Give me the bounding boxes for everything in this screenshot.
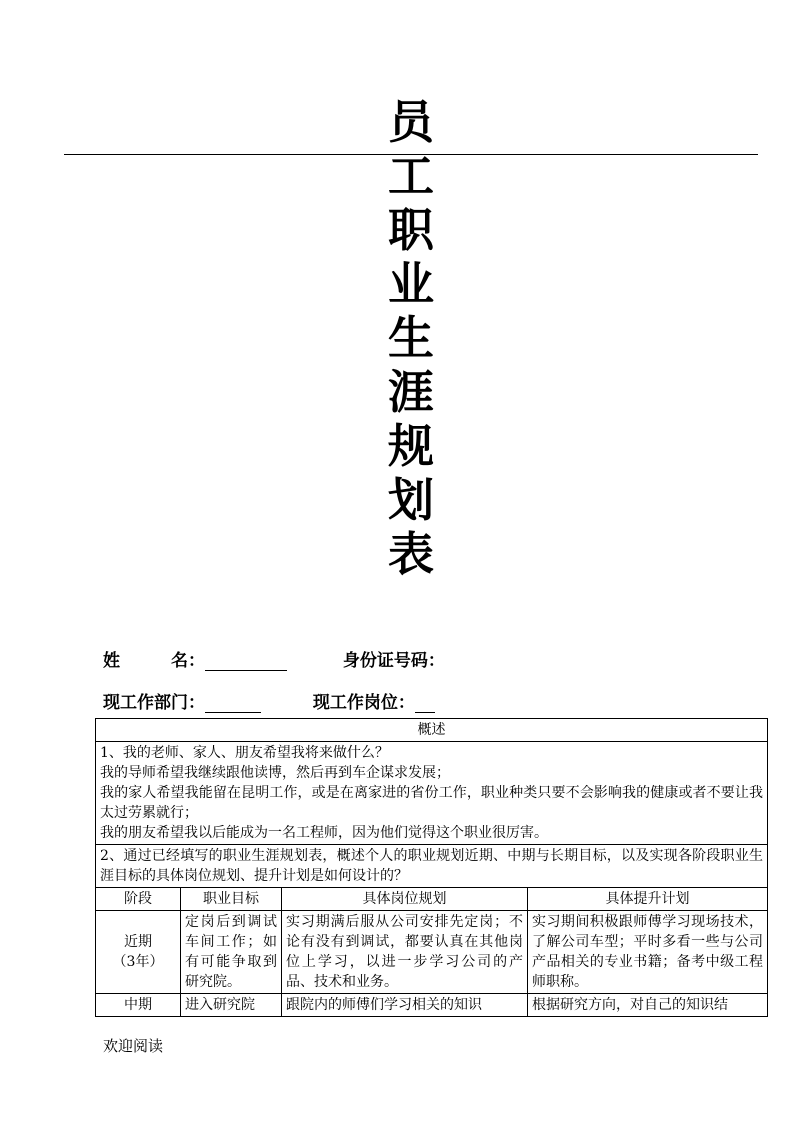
overview-header: 概述	[96, 719, 768, 742]
title-char: 划	[388, 473, 434, 527]
department-field[interactable]	[205, 694, 261, 713]
post-plan-cell: 跟院内的师傅们学习相关的知识	[282, 994, 528, 1017]
column-header-improve-plan: 具体提升计划	[528, 888, 768, 911]
stage-cell: 中期	[96, 994, 181, 1017]
career-plan-table	[95, 718, 768, 1017]
post-plan-cell: 实习期满后服从公司安排先定岗；不论有没有到调试，都要认真在其他岗位上学习，以进一步学习公司的产品、技术和业务。	[282, 911, 528, 994]
post-field[interactable]	[415, 694, 435, 713]
goal-cell: 定岗后到调试车间工作；如有可能争取到研究院。	[181, 911, 282, 994]
title-char: 职	[388, 203, 434, 257]
title-char: 员	[388, 95, 434, 149]
table-row	[96, 911, 768, 994]
stage-duration: （3年）	[112, 954, 164, 970]
answer-family: 我的家人希望我能留在昆明工作，或是在离家进的省份工作，职业种类只要不会影响我的健康或者不要让我太过劳累就行；	[100, 785, 763, 821]
answer-teacher: 我的导师希望我继续跟他读博，然后再到车企谋求发展；	[100, 765, 450, 781]
question-2: 2、通过已经填写的职业生涯规划表，概述个人的职业规划近期、中期与长期目标，以及实现各阶段职业生涯目标的具体岗位规划、提升计划是如何设计的？	[96, 845, 768, 888]
position-row	[103, 688, 435, 713]
document-title	[385, 95, 437, 581]
identity-row	[103, 646, 445, 671]
id-number-label: 身份证号码：	[342, 651, 445, 671]
improve-plan-cell: 根据研究方向，对自己的知识结	[528, 994, 768, 1017]
column-header-goal: 职业目标	[181, 888, 282, 911]
footer-text: 欢迎阅读	[103, 1037, 164, 1055]
improve-plan-cell: 实习期间积极跟师傅学习现场技术，了解公司车型；平时多看一些与公司产品相关的专业书籍；备考中级工程师职称。	[528, 911, 768, 994]
title-char: 涯	[388, 365, 434, 419]
stage-cell	[96, 911, 181, 994]
title-char: 规	[388, 419, 434, 473]
title-char: 表	[388, 527, 434, 581]
department-label: 现工作部门：	[103, 693, 205, 713]
stage-label: 近期	[124, 934, 152, 950]
column-header-post-plan: 具体岗位规划	[282, 888, 528, 911]
name-label: 姓 名：	[103, 651, 205, 671]
name-field[interactable]	[205, 652, 287, 671]
overview-question-1-cell	[96, 742, 768, 845]
question-1: 1、我的老师、家人、朋友希望我将来做什么？	[100, 745, 389, 761]
answer-friends: 我的朋友希望我以后能成为一名工程师，因为他们觉得这个职业很厉害。	[100, 825, 548, 841]
table-row	[96, 994, 768, 1017]
title-char: 工	[388, 149, 434, 203]
title-char: 业	[388, 257, 434, 311]
goal-cell: 进入研究院	[181, 994, 282, 1017]
column-header-stage: 阶段	[96, 888, 181, 911]
title-char: 生	[388, 311, 434, 365]
post-label: 现工作岗位：	[312, 693, 415, 713]
